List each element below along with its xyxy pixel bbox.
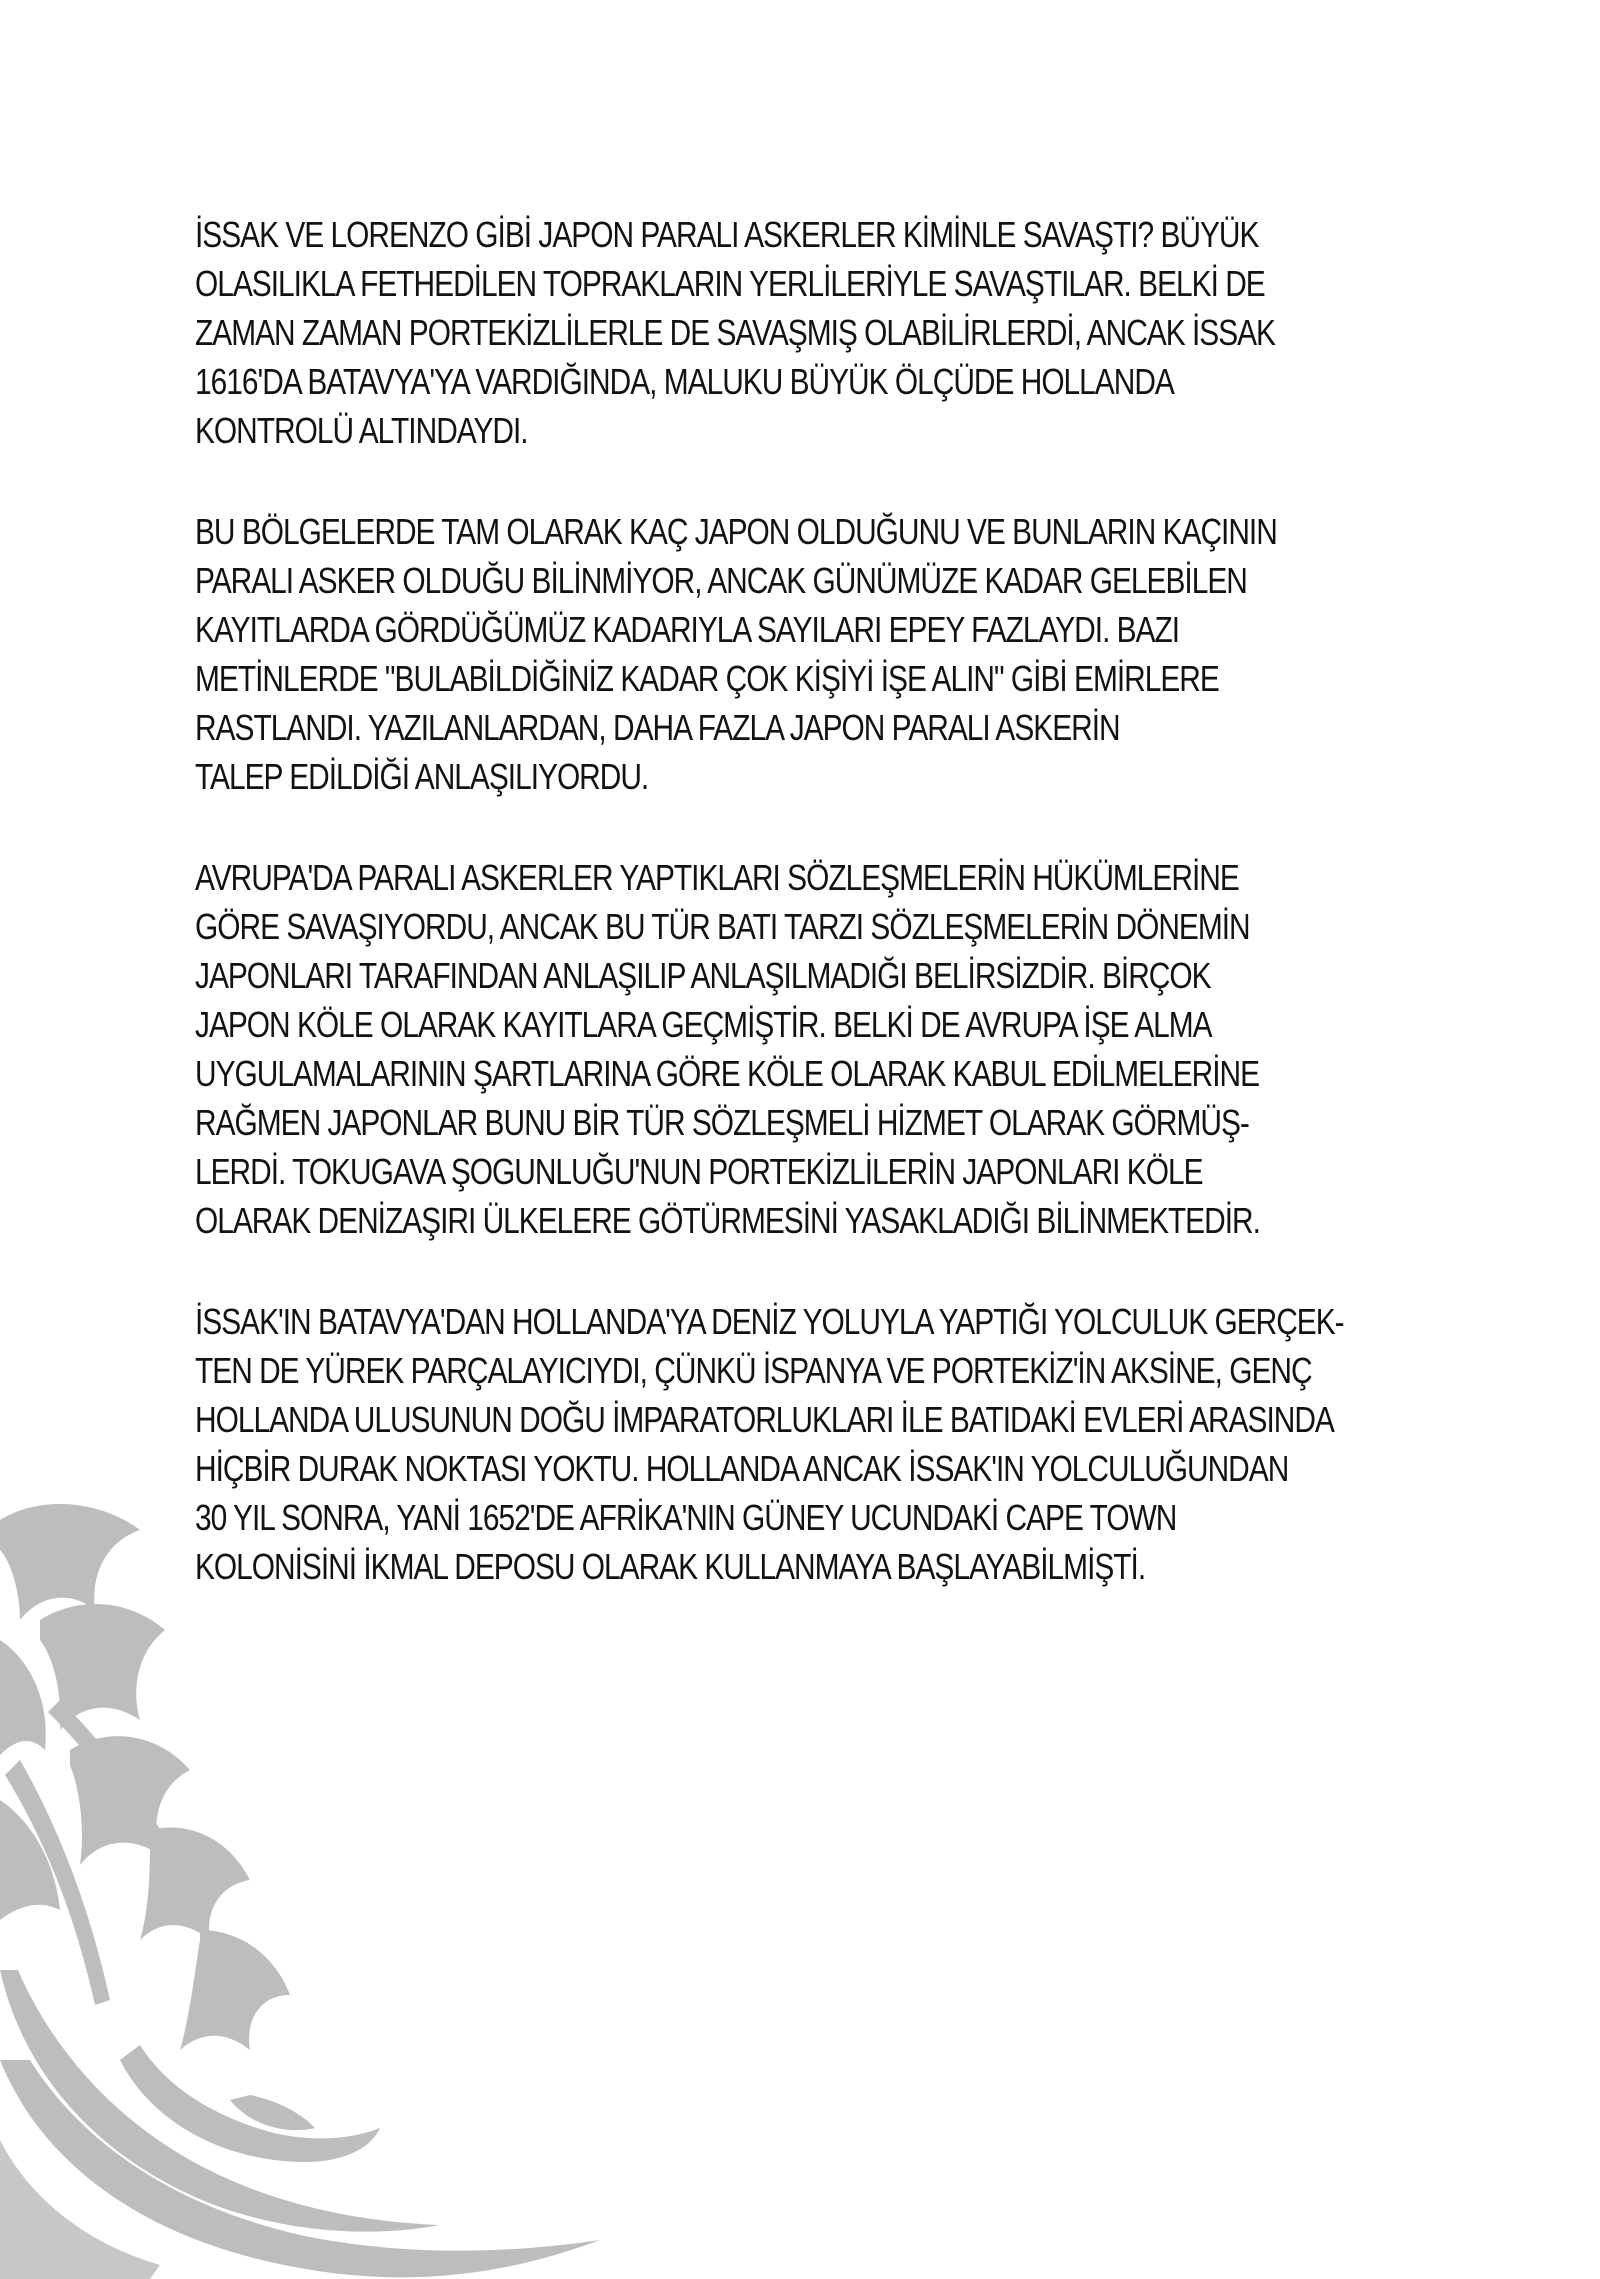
text-line: METİNLERDE "BULABİLDİĞİNİZ KADAR ÇOK KİŞİYİ İŞE ALIN" GİBİ EMİRLERE [195, 658, 1219, 699]
text-line: RAĞMEN JAPONLAR BUNU BİR TÜR SÖZLEŞMELİ HİZMET OLARAK GÖRMÜŞ- [195, 1102, 1249, 1143]
paragraph [195, 210, 1435, 455]
text-line: TEN DE YÜREK PARÇALAYICIYDI, ÇÜNKÜ İSPANYA VE PORTEKİZ'İN AKSİNE, GENÇ [195, 1350, 1312, 1391]
paragraph [195, 1297, 1435, 1591]
text-line: GÖRE SAVAŞIYORDU, ANCAK BU TÜR BATI TARZI SÖZLEŞMELERİN DÖNEMİN [195, 906, 1250, 947]
text-line: İSSAK VE LORENZO GİBİ JAPON PARALI ASKERLER KİMİNLE SAVAŞTI? BÜYÜK [195, 214, 1259, 255]
text-line: KAYITLARDA GÖRDÜĞÜMÜZ KADARIYLA SAYILARI EPEY FAZLAYDI. BAZI [195, 609, 1180, 650]
paragraph [195, 507, 1435, 801]
text-line: JAPONLARI TARAFINDAN ANLAŞILIP ANLAŞILMADIĞI BELİRSİZDİR. BİRÇOK [195, 955, 1211, 996]
text-line: HOLLANDA ULUSUNUN DOĞU İMPARATORLUKLARI İLE BATIDAKİ EVLERİ ARASINDA [195, 1399, 1334, 1440]
body-text [195, 210, 1435, 1643]
text-line: UYGULAMALARININ ŞARTLARINA GÖRE KÖLE OLARAK KABUL EDİLMELERİNE [195, 1053, 1260, 1094]
text-line: OLASILIKLA FETHEDİLEN TOPRAKLARIN YERLİLERİYLE SAVAŞTILAR. BELKİ DE [195, 263, 1265, 304]
text-line: LERDİ. TOKUGAVA ŞOGUNLUĞU'NUN PORTEKİZLİLERİN JAPONLARI KÖLE [195, 1151, 1203, 1192]
text-line: RASTLANDI. YAZILANLARDAN, DAHA FAZLA JAPON PARALI ASKERİN [195, 707, 1120, 748]
text-line: 30 YIL SONRA, YANİ 1652'DE AFRİKA'NIN GÜNEY UCUNDAKİ CAPE TOWN [195, 1497, 1177, 1538]
text-line: KONTROLÜ ALTINDAYDI. [195, 410, 528, 451]
text-line: 1616'DA BATAVYA'YA VARDIĞINDA, MALUKU BÜYÜK ÖLÇÜDE HOLLANDA [195, 361, 1174, 402]
text-line: AVRUPA'DA PARALI ASKERLER YAPTIKLARI SÖZLEŞMELERİN HÜKÜMLERİNE [195, 857, 1239, 898]
text-line: KOLONİSİNİ İKMAL DEPOSU OLARAK KULLANMAYA BAŞLAYABİLMİŞTİ. [195, 1546, 1146, 1587]
text-line: BU BÖLGELERDE TAM OLARAK KAÇ JAPON OLDUĞUNU VE BUNLARIN KAÇININ [195, 511, 1277, 552]
text-line: İSSAK'IN BATAVYA'DAN HOLLANDA'YA DENİZ YOLUYLA YAPTIĞI YOLCULUK GERÇEK- [195, 1301, 1344, 1342]
text-line: ZAMAN ZAMAN PORTEKİZLİLERLE DE SAVAŞMIŞ OLABİLİRLERDİ, ANCAK İSSAK [195, 312, 1275, 353]
text-line: PARALI ASKER OLDUĞU BİLİNMİYOR, ANCAK GÜNÜMÜZE KADAR GELEBİLEN [195, 560, 1247, 601]
text-line: TALEP EDİLDİĞİ ANLAŞILIYORDU. [195, 756, 649, 797]
text-line: OLARAK DENİZAŞIRI ÜLKELERE GÖTÜRMESİNİ YASAKLADIĞI BİLİNMEKTEDİR. [195, 1200, 1260, 1241]
paragraph [195, 853, 1435, 1245]
text-line: HİÇBİR DURAK NOKTASI YOKTU. HOLLANDA ANCAK İSSAK'IN YOLCULUĞUNDAN [195, 1448, 1289, 1489]
text-line: JAPON KÖLE OLARAK KAYITLARA GEÇMİŞTİR. BELKİ DE AVRUPA İŞE ALMA [195, 1004, 1212, 1045]
